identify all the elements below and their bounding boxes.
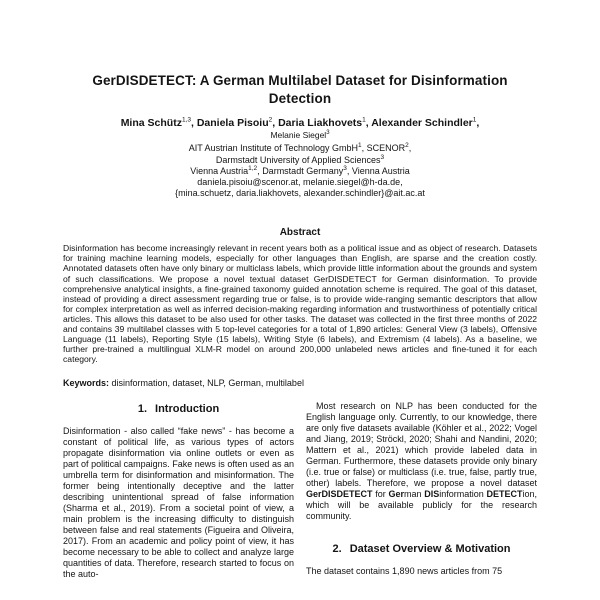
author-affiliation-superscript: 1 xyxy=(362,116,366,124)
author: Mina Schütz$^{1,3}$, xyxy=(120,116,197,129)
introduction-paragraph: Disinformation - also called “fake news” - has become a constant of political life, as various types of actors propagate disinformation via online outlets or even as part of political campaigns. Fake news is often used as an umbrella term for disinformation and misinformation. The former being intentionally deceptive and the latter describing unintentional spread of false information (Sharma et al., 2019). From a societal point of view, a main problem is the increasing difficulty to distinguish between false and real statements (Figueira and Oliveira, 2017). From an academic and policy point of view, it has become necessary to be able to collect and analyze large quantities of data. Therefore, research started to focus on the auto- xyxy=(63,426,294,580)
author: Daniela Pisoiu$^2$, xyxy=(196,116,279,129)
keywords-text: disinformation, dataset, NLP, German, multilabel xyxy=(109,378,304,389)
abstract-body: Disinformation has become increasingly relevant in recent years both as a political issue and as object of research. Datasets for training machine learning models, especially for other languages than English, are sparse and the creation costly. Annotated datasets often have only binary or multiclass labels, which provide little information about the grounds and system of such classifications. We propose a novel textual dataset GerDISDETECT for German disinformation. To provide comprehensive analytical insights, a fine-grained taxonomy guided annotation scheme is required. The goal of this dataset, instead of providing a direct assessment regarding true or false, is to provide wide-ranging semantic descriptors that allow for complex interpretation as well as inferred decision-making regarding information and trustworthiness of potentially critical articles. This allows this dataset to be also used for other tasks. The dataset was collected in the first three months of 2022 and contains 39 multilabel classes with 5 top-level categories for a total of 1,890 articles: General View (3 labels), Offensive Language (11 labels), Reporting Style (15 labels), Writing Style (6 labels), and Extremism (4 labels). As a baseline, we further pre-trained a multilingual XLM-R model on around 200,000 unlabeled news articles and fine-tuned it for each category. xyxy=(63,243,537,365)
keywords-label: Keywords: xyxy=(63,378,110,389)
abstract-heading: Abstract xyxy=(279,227,321,239)
section-title: Introduction xyxy=(155,403,220,416)
author: Melanie Siegel$^3$ xyxy=(270,130,330,141)
column-left xyxy=(63,401,294,580)
paper-content xyxy=(63,0,537,580)
related-datasets-paragraph: Most research on NLP has been conducted for the English language only. Currently, to our knowledge, there are only five datasets available (Köhler et al., 2022; Vogel and Jiang, 2019; Ströckl, 2020; Shahi and Nandini, 2020; Mattern et al., 2021) which provide labeled data in German. Furthermore, these datasets provide only binary (i.e. true or false) or multiclass (i.e. true, false, partly true, other) labels. Therefore, we propose a novel dataset GerDISDETECT for German DISinformation DETECTion, which will be available publicly for the research community. xyxy=(306,401,537,522)
affiliation-line: Darmstadt University of Applied Sciences$^3$ xyxy=(215,153,385,165)
author-affiliation-superscript: 3 xyxy=(326,130,330,137)
affiliations xyxy=(63,142,537,198)
affiliation-line: Vienna Austria$^{1,2}$, Darmstadt Germany$^3$, Vienna Austria xyxy=(190,165,410,177)
author-affiliation-superscript: 2 xyxy=(268,116,273,124)
author-affiliation-superscript: 1,3 xyxy=(181,116,191,124)
author: Alexander Schindler$^1$, xyxy=(371,116,480,129)
affiliation-line: AIT Austrian Institute of Technology GmbH$^1$, SCENOR$^2$, xyxy=(188,142,412,154)
email-line: {mina.schuetz, daria.liakhovets, alexander.schindler}@ait.ac.at xyxy=(175,187,425,198)
author: Daria Liakhovets$^1$, xyxy=(278,116,372,129)
author-list xyxy=(63,116,537,129)
section-heading-dataset-overview xyxy=(306,543,537,555)
section-heading-introduction xyxy=(63,403,294,415)
dataset-overview-paragraph: The dataset contains 1,890 news articles from 75 xyxy=(306,566,503,577)
paper-title: GerDISDETECT: A German Multilabel Dataset for Disinformation Detection xyxy=(92,73,508,106)
column-right xyxy=(306,401,537,580)
two-column-body xyxy=(63,401,537,580)
author-affiliation-superscript: 1 xyxy=(472,116,477,124)
section-number: 1. xyxy=(137,403,148,416)
keywords-line xyxy=(63,378,537,388)
section-title: Dataset Overview & Motivation xyxy=(349,543,511,556)
email-line: daniela.pisoiu@scenor.at, melanie.siegel@h-da.de, xyxy=(197,177,403,188)
section-number: 2. xyxy=(332,543,342,556)
